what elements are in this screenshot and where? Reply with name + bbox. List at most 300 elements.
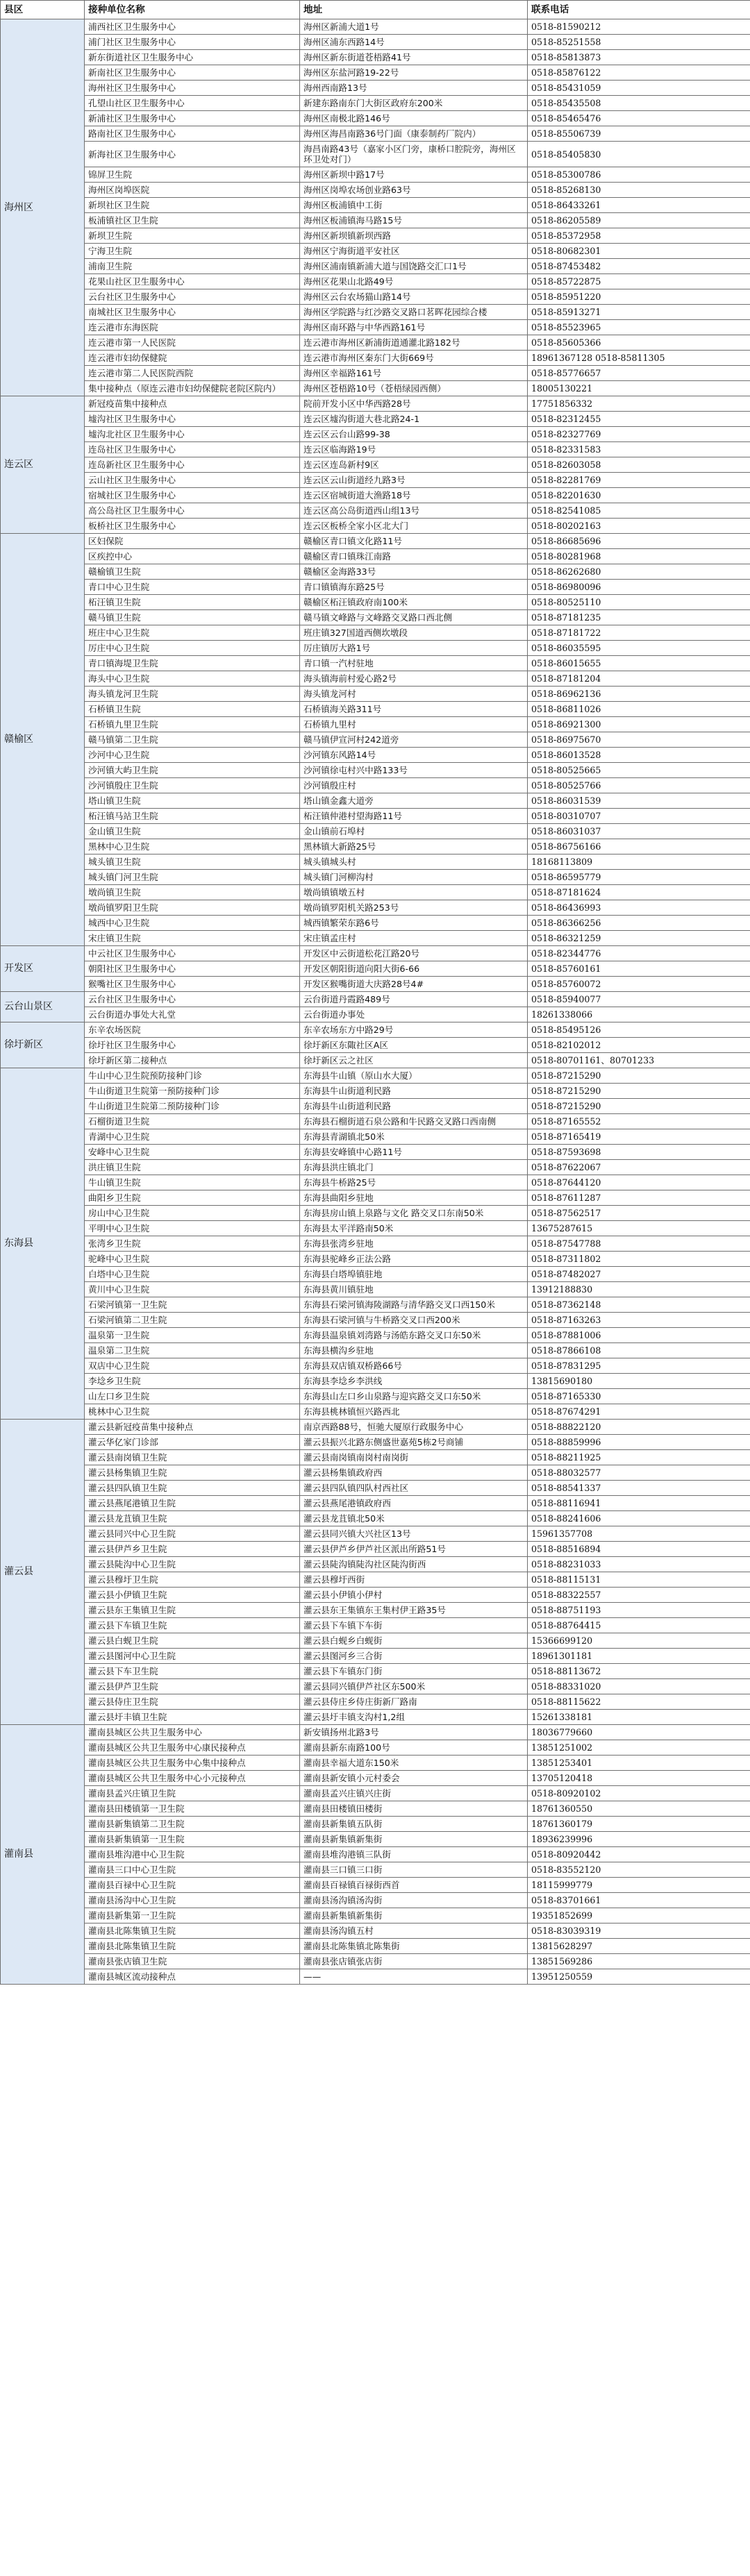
table-row: [1, 1038, 750, 1053]
district-cell: 赣榆区: [1, 534, 85, 946]
phone-cell: 0518-87163263: [528, 1313, 750, 1328]
address-cell: 徐圩新区云之社区: [300, 1053, 528, 1068]
address-cell: 东海县太平洋路南50米: [300, 1221, 528, 1236]
table-row: [1, 580, 750, 595]
unit-name-cell: 灌云县四队镇卫生院: [85, 1481, 300, 1496]
unit-name-cell: 灌云县下车镇卫生院: [85, 1618, 300, 1633]
phone-cell: 0518-88113672: [528, 1664, 750, 1679]
phone-cell: 0518-88115131: [528, 1572, 750, 1588]
phone-cell: 0518-82344776: [528, 946, 750, 961]
address-cell: 东辛农场东方中路29号: [300, 1022, 528, 1038]
table-row: [1, 1206, 750, 1221]
phone-cell: 13951250559: [528, 1969, 750, 1985]
table-row: [1, 1328, 750, 1343]
unit-name-cell: 双店中心卫生院: [85, 1358, 300, 1374]
table-row: [1, 1313, 750, 1328]
unit-name-cell: 集中接种点（原连云港市妇幼保健院老院区院内）: [85, 381, 300, 396]
phone-cell: 13815628297: [528, 1939, 750, 1954]
table-row: [1, 244, 750, 259]
phone-cell: 13912188830: [528, 1282, 750, 1297]
unit-name-cell: 板桥社区卫生服务中心: [85, 519, 300, 534]
table-row: [1, 1175, 750, 1190]
address-cell: 东海县白塔埠镇驻地: [300, 1267, 528, 1282]
phone-cell: 13675287615: [528, 1221, 750, 1236]
table-row: [1, 1481, 750, 1496]
phone-cell: 0518-87181235: [528, 610, 750, 625]
address-cell: 连云区高公岛街道西山组13号: [300, 503, 528, 519]
address-cell: 开发区中云街道松花江路20号: [300, 946, 528, 961]
phone-cell: 0518-80310707: [528, 809, 750, 824]
unit-name-cell: 灌云县燕尾港镇卫生院: [85, 1496, 300, 1511]
table-row: [1, 839, 750, 855]
table-row: [1, 427, 750, 442]
address-cell: 海州区南极北路146号: [300, 111, 528, 126]
address-cell: 东海县桃林镇恒兴路西北: [300, 1404, 528, 1420]
phone-cell: 0518-86685696: [528, 534, 750, 549]
address-cell: 灌云县陡沟镇陡沟社区陡沟街西: [300, 1557, 528, 1572]
address-cell: 连云港市海州区新浦街道通灌北路182号: [300, 335, 528, 351]
table-row: [1, 702, 750, 717]
unit-name-cell: 沙河镇大屿卫生院: [85, 763, 300, 778]
unit-name-cell: 厉庄中心卫生院: [85, 641, 300, 656]
unit-name-cell: 牛山镇卫生院: [85, 1175, 300, 1190]
address-cell: 灌云县穆圩西街: [300, 1572, 528, 1588]
phone-cell: 0518-82281769: [528, 473, 750, 488]
unit-name-cell: 沙河中心卫生院: [85, 748, 300, 763]
address-cell: 徐圩新区东陬社区A区: [300, 1038, 528, 1053]
table-row: [1, 1618, 750, 1633]
phone-cell: 0518-80701161、80701233: [528, 1053, 750, 1068]
phone-cell: 0518-83552120: [528, 1862, 750, 1878]
table-row: [1, 351, 750, 366]
phone-cell: 18961301181: [528, 1649, 750, 1664]
phone-cell: 0518-87165419: [528, 1129, 750, 1145]
phone-cell: 0518-87215290: [528, 1099, 750, 1114]
table-row: [1, 412, 750, 427]
address-cell: 海州区板浦镇海马路15号: [300, 213, 528, 228]
phone-cell: 0518-86595779: [528, 870, 750, 885]
unit-name-cell: 海州社区卫生服务中心: [85, 81, 300, 96]
phone-cell: 0518-82201630: [528, 488, 750, 503]
district-cell: 东海县: [1, 1068, 85, 1420]
unit-name-cell: 云台社区卫生服务中心: [85, 289, 300, 305]
table-row: [1, 519, 750, 534]
table-row: [1, 396, 750, 412]
unit-name-cell: 新冠疫苗集中接种点: [85, 396, 300, 412]
unit-name-cell: 灌云县圩丰镇卫生院: [85, 1710, 300, 1725]
table-row: [1, 305, 750, 320]
unit-name-cell: 赣榆镇卫生院: [85, 564, 300, 580]
unit-name-cell: 墟沟社区卫生服务中心: [85, 412, 300, 427]
unit-name-cell: 灌南县城区公共卫生服务中心小元接种点: [85, 1771, 300, 1786]
phone-cell: 0518-80525766: [528, 778, 750, 793]
table-row: [1, 1633, 750, 1649]
address-cell: 灌云县伊芦乡伊芦社区派出所路51号: [300, 1542, 528, 1557]
unit-name-cell: 城西中心卫生院: [85, 916, 300, 931]
phone-cell: 0518-82603058: [528, 457, 750, 473]
address-cell: 沙河镇殷庄村: [300, 778, 528, 793]
unit-name-cell: 塔山镇卫生院: [85, 793, 300, 809]
address-cell: 灌南县汤沟镇五村: [300, 1923, 528, 1939]
unit-name-cell: 宁海卫生院: [85, 244, 300, 259]
table-row: [1, 488, 750, 503]
unit-name-cell: 海州区岗埠医院: [85, 183, 300, 198]
table-row: [1, 1725, 750, 1740]
unit-name-cell: 宿城社区卫生服务中心: [85, 488, 300, 503]
unit-name-cell: 青湖中心卫生院: [85, 1129, 300, 1145]
table-row: [1, 1404, 750, 1420]
table-row: [1, 778, 750, 793]
address-cell: 东海县温泉镇刘湾路与汤皓东路交叉口东50米: [300, 1328, 528, 1343]
unit-name-cell: 张湾乡卫生院: [85, 1236, 300, 1252]
phone-cell: 0518-85913271: [528, 305, 750, 320]
phone-cell: 0518-88032577: [528, 1465, 750, 1481]
table-row: [1, 1832, 750, 1847]
unit-name-cell: 浦门社区卫生服务中心: [85, 35, 300, 50]
table-row: [1, 167, 750, 183]
address-cell: 灌南县三口镇三口街: [300, 1862, 528, 1878]
unit-name-cell: 牛山街道卫生院第二预防接种门诊: [85, 1099, 300, 1114]
unit-name-cell: 李埝乡卫生院: [85, 1374, 300, 1389]
address-cell: 海州区苍梧路10号（苍梧绿园西侧）: [300, 381, 528, 396]
unit-name-cell: 灌南县城区公共卫生服务中心康民接种点: [85, 1740, 300, 1756]
unit-name-cell: 灌云县龙苴镇卫生院: [85, 1511, 300, 1526]
table-row: [1, 1221, 750, 1236]
phone-cell: 0518-85876122: [528, 65, 750, 81]
unit-name-cell: 新坝卫生院: [85, 228, 300, 244]
table-row: [1, 625, 750, 641]
phone-cell: 0518-85940077: [528, 992, 750, 1007]
address-cell: 赣榆区柘汪镇政府南100米: [300, 595, 528, 610]
phone-cell: 0518-88751193: [528, 1603, 750, 1618]
header-row: [1, 1, 750, 19]
phone-cell: 0518-86811026: [528, 702, 750, 717]
address-cell: 东海县双店镇双桥路66号: [300, 1358, 528, 1374]
phone-cell: 0518-86433261: [528, 198, 750, 213]
table-row: [1, 81, 750, 96]
phone-cell: 0518-80525110: [528, 595, 750, 610]
address-cell: 城西镇繁荣东路6号: [300, 916, 528, 931]
phone-cell: 18761360179: [528, 1817, 750, 1832]
table-row: [1, 656, 750, 671]
table-row: [1, 671, 750, 687]
phone-cell: 0518-85495126: [528, 1022, 750, 1038]
phone-cell: 13851569286: [528, 1954, 750, 1969]
unit-name-cell: 新南社区卫生服务中心: [85, 65, 300, 81]
unit-name-cell: 高公岛社区卫生服务中心: [85, 503, 300, 519]
table-row: [1, 473, 750, 488]
phone-cell: 0518-82331583: [528, 442, 750, 457]
unit-name-cell: 灌云县侍庄卫生院: [85, 1694, 300, 1710]
unit-name-cell: 浦西社区卫生服务中心: [85, 19, 300, 35]
address-cell: 灌云县龙苴镇北50米: [300, 1511, 528, 1526]
phone-cell: 0518-85251558: [528, 35, 750, 50]
phone-cell: 18115999779: [528, 1878, 750, 1893]
table-row: [1, 1022, 750, 1038]
table-row: [1, 1511, 750, 1526]
unit-name-cell: 黑林中心卫生院: [85, 839, 300, 855]
address-cell: 海昌南路43号（嘉家小区门旁，康桥口腔院旁，海州区环卫处对门）: [300, 142, 528, 167]
district-cell: 海州区: [1, 19, 85, 396]
table-row: [1, 96, 750, 111]
unit-name-cell: 石梁河镇第一卫生院: [85, 1297, 300, 1313]
phone-cell: 0518-86980096: [528, 580, 750, 595]
phone-cell: 13851253401: [528, 1756, 750, 1771]
address-cell: 灌南县新集镇五队街: [300, 1817, 528, 1832]
address-cell: 新建东路南东门大街区政府东200米: [300, 96, 528, 111]
unit-name-cell: 石榴街道卫生院: [85, 1114, 300, 1129]
address-cell: 灌云县同兴镇大兴社区13号: [300, 1526, 528, 1542]
address-cell: 海州区东盐河路19-22号: [300, 65, 528, 81]
address-cell: 海州西南路13号: [300, 81, 528, 96]
address-cell: 灌南县新集镇新集街: [300, 1908, 528, 1923]
district-cell: 灌南县: [1, 1725, 85, 1985]
address-cell: 东海县黄川镇驻地: [300, 1282, 528, 1297]
table-row: [1, 1817, 750, 1832]
phone-cell: 0518-80920102: [528, 1786, 750, 1801]
unit-name-cell: 白塔中心卫生院: [85, 1267, 300, 1282]
unit-name-cell: 板浦镇社区卫生院: [85, 213, 300, 228]
table-row: [1, 1099, 750, 1114]
address-cell: 灌云县同兴镇伊芦社区东500米: [300, 1679, 528, 1694]
unit-name-cell: 墩尚镇罗阳卫生院: [85, 900, 300, 916]
phone-cell: 0518-85268130: [528, 183, 750, 198]
unit-name-cell: 徐圩新区第二接种点: [85, 1053, 300, 1068]
table-row: [1, 1679, 750, 1694]
address-cell: 灌云县燕尾港镇政府西: [300, 1496, 528, 1511]
address-cell: 新安镇扬州北路3号: [300, 1725, 528, 1740]
phone-cell: 0518-86756166: [528, 839, 750, 855]
phone-cell: 0518-87215290: [528, 1068, 750, 1084]
address-cell: 城头镇城头村: [300, 855, 528, 870]
table-row: [1, 763, 750, 778]
address-cell: 塔山镇金鑫大道旁: [300, 793, 528, 809]
address-cell: 海州区新东街道苍梧路41号: [300, 50, 528, 65]
address-cell: 海州区花果山北路49号: [300, 274, 528, 289]
unit-name-cell: 云台社区卫生服务中心: [85, 992, 300, 1007]
address-cell: 东海县驼峰乡正法公路: [300, 1252, 528, 1267]
phone-cell: 0518-86366256: [528, 916, 750, 931]
unit-name-cell: 灌南县北陈集镇卫生院: [85, 1939, 300, 1954]
table-row: [1, 335, 750, 351]
phone-cell: 0518-85523965: [528, 320, 750, 335]
table-row: [1, 1572, 750, 1588]
table-row: [1, 126, 750, 142]
table-row: [1, 961, 750, 977]
phone-cell: 13851251002: [528, 1740, 750, 1756]
phone-cell: 0518-85435508: [528, 96, 750, 111]
unit-name-cell: 石桥镇九里卫生院: [85, 717, 300, 732]
table-row: [1, 687, 750, 702]
phone-cell: 18261338066: [528, 1007, 750, 1022]
address-cell: 厉庄镇厉大路1号: [300, 641, 528, 656]
phone-cell: 19351852699: [528, 1908, 750, 1923]
unit-name-cell: 灌南县新集镇第二卫生院: [85, 1817, 300, 1832]
table-row: [1, 931, 750, 946]
phone-cell: 0518-86321259: [528, 931, 750, 946]
unit-name-cell: 灌云县新冠疫苗集中接种点: [85, 1420, 300, 1435]
table-row: [1, 1878, 750, 1893]
table-row: [1, 35, 750, 50]
phone-cell: 0518-87674291: [528, 1404, 750, 1420]
address-cell: 连云区宿城街道大渔路18号: [300, 488, 528, 503]
table-row: [1, 1358, 750, 1374]
unit-name-cell: 曲阳乡卫生院: [85, 1190, 300, 1206]
table-row: [1, 1786, 750, 1801]
phone-cell: 0518-85465476: [528, 111, 750, 126]
phone-cell: 0518-86262680: [528, 564, 750, 580]
phone-cell: 18036779660: [528, 1725, 750, 1740]
address-cell: 连云区云山街道经九路3号: [300, 473, 528, 488]
phone-cell: 0518-87482027: [528, 1267, 750, 1282]
address-cell: 东海县李埝乡李洪线: [300, 1374, 528, 1389]
table-row: [1, 259, 750, 274]
table-row: [1, 1068, 750, 1084]
address-cell: 海州区板浦镇中工街: [300, 198, 528, 213]
unit-name-cell: 新海社区卫生服务中心: [85, 142, 300, 167]
phone-cell: 0518-87453482: [528, 259, 750, 274]
unit-name-cell: 云台街道办事处大礼堂: [85, 1007, 300, 1022]
address-cell: 宋庄镇孟庄村: [300, 931, 528, 946]
address-cell: 赣马镇文峰路与文峰路交叉路口西北侧: [300, 610, 528, 625]
unit-name-cell: 灌云县南岗镇卫生院: [85, 1450, 300, 1465]
table-row: [1, 1542, 750, 1557]
district-cell: 徐圩新区: [1, 1022, 85, 1068]
phone-cell: 0518-87547788: [528, 1236, 750, 1252]
table-row: [1, 809, 750, 824]
address-cell: 东海县房山镇上泉路与文化 路交叉口东南50米: [300, 1206, 528, 1221]
phone-cell: 0518-87562517: [528, 1206, 750, 1221]
phone-cell: 0518-86015655: [528, 656, 750, 671]
unit-name-cell: 赣马镇第二卫生院: [85, 732, 300, 748]
unit-name-cell: 灌南县张店镇卫生院: [85, 1954, 300, 1969]
address-cell: 院前开发小区中华西路28号: [300, 396, 528, 412]
table-row: [1, 1664, 750, 1679]
unit-name-cell: 南城社区卫生服务中心: [85, 305, 300, 320]
table-row: [1, 381, 750, 396]
address-cell: 金山镇前石埠村: [300, 824, 528, 839]
table-row: [1, 19, 750, 35]
address-cell: 东海县安峰镇中心路11号: [300, 1145, 528, 1160]
unit-name-cell: 灌南县百禄中心卫生院: [85, 1878, 300, 1893]
table-row: [1, 1954, 750, 1969]
table-row: [1, 1236, 750, 1252]
phone-cell: 17751856332: [528, 396, 750, 412]
phone-cell: 0518-86962136: [528, 687, 750, 702]
address-cell: 海州区海昌南路36号门面（康泰制药厂院内）: [300, 126, 528, 142]
table-row: [1, 1450, 750, 1465]
table-row: [1, 1557, 750, 1572]
address-cell: 东海县张湾乡驻地: [300, 1236, 528, 1252]
unit-name-cell: 灌南县新集镇第一卫生院: [85, 1832, 300, 1847]
phone-cell: 0518-87165330: [528, 1389, 750, 1404]
table-row: [1, 457, 750, 473]
table-row: [1, 1420, 750, 1435]
table-row: [1, 916, 750, 931]
unit-name-cell: 浦南卫生院: [85, 259, 300, 274]
table-row: [1, 717, 750, 732]
phone-cell: 0518-86035595: [528, 641, 750, 656]
phone-cell: 0518-80682301: [528, 244, 750, 259]
unit-name-cell: 牛山街道卫生院第一预防接种门诊: [85, 1084, 300, 1099]
phone-cell: 0518-87181204: [528, 671, 750, 687]
address-cell: 灌云县侍庄乡侍庄街新厂路南: [300, 1694, 528, 1710]
address-cell: 柘汪镇仲港村望海路11号: [300, 809, 528, 824]
unit-name-cell: 灌云县伊芦乡卫生院: [85, 1542, 300, 1557]
phone-cell: 0518-86436993: [528, 900, 750, 916]
table-row: [1, 564, 750, 580]
unit-name-cell: 连云港市东海医院: [85, 320, 300, 335]
phone-cell: 0518-85300786: [528, 167, 750, 183]
address-cell: 灌南县孟兴庄镇兴庄街: [300, 1786, 528, 1801]
address-cell: 东海县青湖镇北50米: [300, 1129, 528, 1145]
table-row: [1, 228, 750, 244]
district-cell: 云台山景区: [1, 992, 85, 1022]
table-row: [1, 198, 750, 213]
unit-name-cell: 灌南县孟兴庄镇卫生院: [85, 1786, 300, 1801]
phone-cell: 0518-86013528: [528, 748, 750, 763]
table-row: [1, 1710, 750, 1725]
table-row: [1, 183, 750, 198]
phone-cell: 0518-87611287: [528, 1190, 750, 1206]
table-row: [1, 1252, 750, 1267]
address-cell: 灌云县杨集镇政府西: [300, 1465, 528, 1481]
phone-cell: 18761360550: [528, 1801, 750, 1817]
unit-name-cell: 墟沟北社区卫生服务中心: [85, 427, 300, 442]
table-row: [1, 1969, 750, 1985]
unit-name-cell: 东辛农场医院: [85, 1022, 300, 1038]
phone-cell: 0518-80202163: [528, 519, 750, 534]
phone-cell: 0518-88516894: [528, 1542, 750, 1557]
unit-name-cell: 灌南县北陈集镇卫生院: [85, 1923, 300, 1939]
unit-name-cell: 沙河镇殷庄卫生院: [85, 778, 300, 793]
district-cell: 灌云县: [1, 1420, 85, 1725]
phone-cell: 0518-88822120: [528, 1420, 750, 1435]
district-cell: 开发区: [1, 946, 85, 992]
phone-cell: 0518-88541337: [528, 1481, 750, 1496]
table-row: [1, 111, 750, 126]
phone-cell: 0518-87831295: [528, 1358, 750, 1374]
phone-cell: 0518-82102012: [528, 1038, 750, 1053]
unit-name-cell: 灌云县陡沟中心卫生院: [85, 1557, 300, 1572]
table-row: [1, 289, 750, 305]
address-cell: 东海县石梁河镇海陵湖路与清华路交叉口西150米: [300, 1297, 528, 1313]
address-cell: 灌南县北陈集镇北陈集街: [300, 1939, 528, 1954]
address-cell: 青口镇一汽村驻地: [300, 656, 528, 671]
phone-cell: 0518-86031037: [528, 824, 750, 839]
address-cell: 灌南县新安镇小元村委会: [300, 1771, 528, 1786]
unit-name-cell: 赣马镇卫生院: [85, 610, 300, 625]
unit-name-cell: 灌云华亿家门诊部: [85, 1435, 300, 1450]
phone-cell: 0518-87215290: [528, 1084, 750, 1099]
phone-cell: 0518-80525665: [528, 763, 750, 778]
phone-cell: 0518-87181624: [528, 885, 750, 900]
table-header: [1, 1, 750, 19]
phone-cell: 15261338181: [528, 1710, 750, 1725]
address-cell: 灌云县振兴北路东侧盛世嘉苑5栋2号商铺: [300, 1435, 528, 1450]
unit-name-cell: 区疾控中心: [85, 549, 300, 564]
address-cell: 灌南县田楼镇田楼街: [300, 1801, 528, 1817]
phone-cell: 0518-88331020: [528, 1679, 750, 1694]
phone-cell: 0518-87181722: [528, 625, 750, 641]
table-row: [1, 793, 750, 809]
phone-cell: 0518-87311802: [528, 1252, 750, 1267]
phone-cell: 0518-86921300: [528, 717, 750, 732]
table-row: [1, 366, 750, 381]
unit-name-cell: 路南社区卫生服务中心: [85, 126, 300, 142]
unit-name-cell: 温泉第一卫生院: [85, 1328, 300, 1343]
unit-name-cell: 金山镇卫生院: [85, 824, 300, 839]
